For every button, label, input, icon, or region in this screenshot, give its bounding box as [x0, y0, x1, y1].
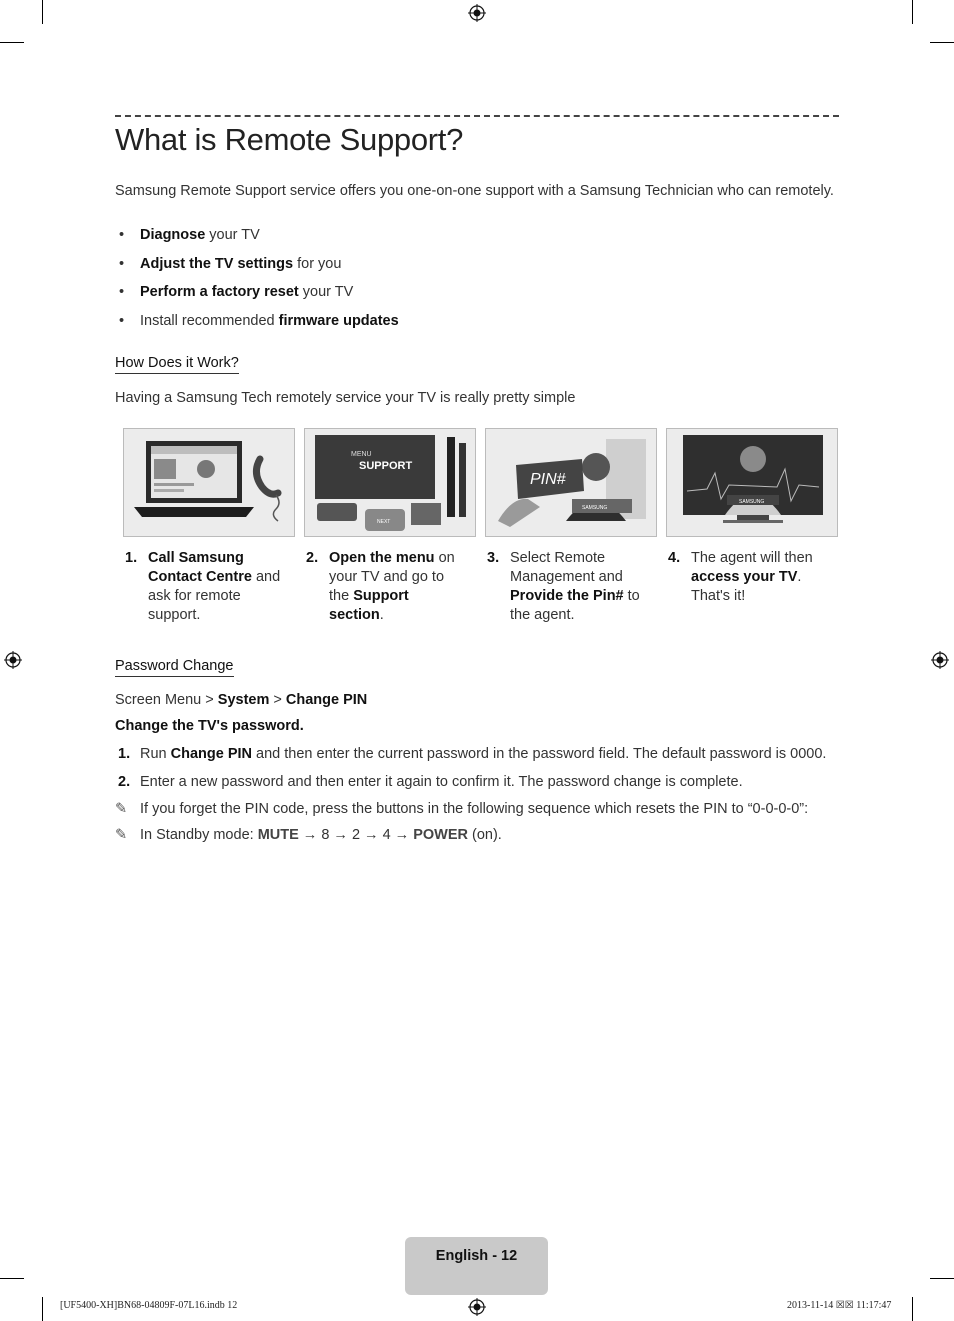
- step-2-illustration: [304, 428, 476, 537]
- step-4: 4. The agent will then access your TV. That's it!: [668, 550, 813, 604]
- crop-mark: [0, 42, 24, 43]
- bullet-icon: •: [119, 284, 125, 301]
- list-item: • Install recommended firmware updates: [119, 313, 399, 330]
- svg-text:NEXT: NEXT: [377, 519, 391, 525]
- svg-text:SAMSUNG: SAMSUNG: [582, 505, 608, 511]
- step-3-illustration: [485, 428, 657, 537]
- crop-mark: [42, 1297, 43, 1321]
- note-pencil-icon: ✎: [115, 801, 128, 817]
- step-3: 3. Select Remote Management and Provide the Pin# to the agent.: [487, 550, 640, 623]
- svg-text:PIN#: PIN#: [530, 471, 566, 488]
- how-it-works-heading: How Does it Work?: [115, 355, 239, 374]
- menu-path: Screen Menu > System > Change PIN: [115, 692, 368, 708]
- password-steps: [115, 745, 827, 845]
- step-1: 1. Call Samsung Contact Centre and ask for remote support.: [125, 550, 281, 623]
- note-pencil-icon: ✎: [115, 827, 128, 843]
- registration-mark-icon: [4, 651, 22, 669]
- title-dashed-rule: [115, 115, 839, 117]
- list-item: • Perform a factory reset your TV: [119, 284, 354, 301]
- step-1-illustration: [123, 428, 295, 537]
- list-item: • Adjust the TV settings for you: [119, 255, 342, 272]
- print-slug-right: 2013-11-14 ☒☒ 11:17:47: [787, 1300, 892, 1311]
- page-number-tab: English - 12: [405, 1237, 548, 1295]
- svg-text:SUPPORT: SUPPORT: [359, 460, 413, 472]
- registration-mark-icon: [468, 1298, 486, 1316]
- step-4-illustration: [666, 428, 838, 537]
- registration-mark-icon: [468, 4, 486, 22]
- bullet-icon: •: [119, 227, 125, 243]
- crop-mark: [930, 1278, 954, 1279]
- crop-mark: [0, 1278, 24, 1279]
- crop-mark: [912, 1297, 913, 1321]
- crop-mark: [912, 0, 913, 24]
- password-subheading: Change the TV's password.: [115, 718, 304, 734]
- crop-mark: [930, 42, 954, 43]
- note-item: ✎ In Standby mode: MUTE → 8 → 2 → 4 → POWER (on).: [115, 827, 502, 843]
- list-item: 1. Run Change PIN and then enter the current password in the password field. The default password is 0000.: [118, 746, 827, 762]
- list-item: 2. Enter a new password and then enter it again to confirm it. The password change is complete.: [118, 774, 743, 790]
- how-it-works-text: Having a Samsung Tech remotely service your TV is really pretty simple: [115, 390, 576, 406]
- print-slug-left: [UF5400-XH]BN68-04809F-07L16.indb 12: [60, 1300, 238, 1311]
- note-item: ✎ If you forget the PIN code, press the buttons in the following sequence which resets the PIN to “0-0-0-0”:: [115, 801, 809, 817]
- bullet-icon: •: [119, 255, 125, 272]
- intro-paragraph: Samsung Remote Support service offers you one-on-one support with a Samsung Technician who can remotely.: [115, 183, 834, 199]
- step-2: 2. Open the menu on your TV and go to the Support section.: [306, 550, 455, 623]
- list-item: • Diagnose your TV: [119, 227, 260, 243]
- page-title: What is Remote Support?: [115, 122, 464, 157]
- feature-list: [115, 226, 399, 341]
- password-change-heading: Password Change: [115, 658, 234, 677]
- svg-text:MENU: MENU: [351, 451, 372, 458]
- registration-mark-icon: [931, 651, 949, 669]
- crop-mark: [42, 0, 43, 24]
- bullet-icon: •: [119, 313, 125, 330]
- svg-text:SAMSUNG: SAMSUNG: [739, 499, 765, 505]
